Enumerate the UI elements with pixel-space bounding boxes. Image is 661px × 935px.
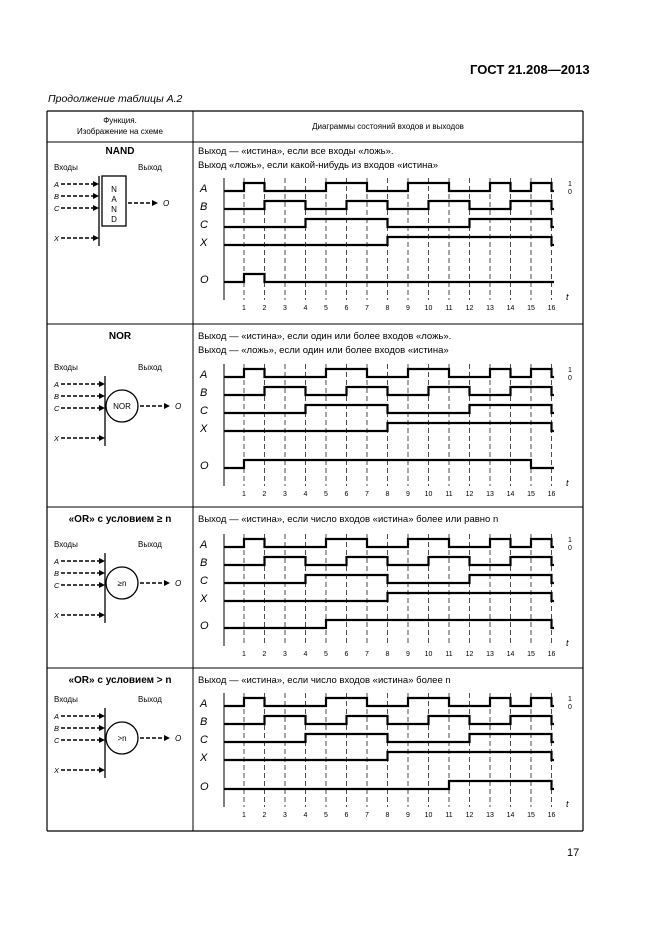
tick-label: 8 <box>385 812 390 819</box>
waveform-A <box>224 698 554 706</box>
tick-label: 7 <box>365 651 369 658</box>
tick-label: 3 <box>283 812 287 819</box>
arrow-head <box>99 737 105 743</box>
arrow-head <box>99 725 105 731</box>
tick-label: 3 <box>283 651 287 658</box>
signal-label: O <box>200 620 209 632</box>
symbol-nor <box>50 358 190 450</box>
timing-diagram-or-gt-n <box>194 691 583 827</box>
tick-label: 12 <box>465 812 474 819</box>
gate-label: N <box>111 205 117 214</box>
signal-label: C <box>200 405 208 417</box>
table-continuation-label: Продолжение таблицы А.2 <box>48 93 183 105</box>
inputs-label: Входы <box>54 363 78 372</box>
inputs-label: Входы <box>54 695 78 704</box>
signal-label: O <box>200 460 209 472</box>
waveform-X <box>224 423 554 431</box>
input-name: A <box>54 380 60 389</box>
tick-label: 10 <box>424 491 433 498</box>
tick-label: 2 <box>262 651 267 658</box>
signal-label: C <box>200 219 208 231</box>
waveform-C <box>224 405 554 413</box>
arrow-head <box>99 612 105 618</box>
signal-label: B <box>200 201 208 213</box>
row-caption-or-gt-n: Выход — «истина», если число входов «истина» более n <box>198 675 451 686</box>
signal-label: C <box>200 734 208 746</box>
tick-label: 2 <box>262 305 267 312</box>
input-name: B <box>54 724 60 733</box>
arrow-head <box>93 181 99 187</box>
waveform-A <box>224 369 554 377</box>
tick-label: 7 <box>365 305 369 312</box>
signal-label: B <box>200 716 208 728</box>
time-axis-label: t <box>566 799 569 809</box>
tick-label: 16 <box>547 491 556 498</box>
tick-label: 9 <box>406 491 410 498</box>
arrow-head <box>99 558 105 564</box>
input-name: X <box>54 766 60 775</box>
row-caption-or-ge-n: Выход — «истина», если число входов «истина» более или равно n <box>198 514 499 525</box>
tick-label: 6 <box>344 812 349 819</box>
level-low-label: 0 <box>568 704 572 711</box>
tick-label: 4 <box>303 812 308 819</box>
waveform-X <box>224 752 554 760</box>
tick-label: 2 <box>262 812 267 819</box>
tick-label: 15 <box>527 812 535 819</box>
gate-label: NOR <box>113 402 131 411</box>
waveform-A <box>224 183 554 191</box>
output-name: O <box>163 199 170 208</box>
tick-label: 5 <box>324 651 328 658</box>
tick-label: 13 <box>486 651 494 658</box>
inputs-label: Входы <box>54 163 78 172</box>
tick-label: 10 <box>424 651 433 658</box>
time-axis-label: t <box>566 638 569 648</box>
arrow-head <box>93 205 99 211</box>
output-label: Выход <box>138 695 162 704</box>
input-name: C <box>54 204 60 213</box>
tick-label: 6 <box>344 491 349 498</box>
tick-label: 16 <box>547 305 556 312</box>
gate-label: A <box>111 195 117 204</box>
arrow-head <box>164 580 170 586</box>
tick-label: 13 <box>486 812 494 819</box>
signal-label: A <box>200 539 208 551</box>
function-title-nand: NAND <box>105 146 135 157</box>
signal-label: B <box>200 557 208 569</box>
tick-label: 14 <box>506 812 515 819</box>
level-high-label: 1 <box>568 537 572 544</box>
input-name: B <box>54 192 60 201</box>
output-label: Выход <box>138 363 162 372</box>
tick-label: 10 <box>424 305 433 312</box>
tick-label: 2 <box>262 491 267 498</box>
tick-label: 15 <box>527 305 535 312</box>
arrow-head <box>99 405 105 411</box>
row-caption-nand: Выход — «истина», если все входы «ложь». Выход «ложь», если какой-нибудь из входов «истина» <box>198 146 438 171</box>
tick-label: 8 <box>385 491 390 498</box>
waveform-O <box>224 620 554 628</box>
signal-label: X <box>200 752 208 764</box>
signal-label: O <box>200 781 209 793</box>
waveform-X <box>224 593 554 601</box>
tick-label: 6 <box>344 305 349 312</box>
tick-label: 10 <box>424 812 433 819</box>
waveform-B <box>224 557 554 565</box>
tick-label: 9 <box>406 812 410 819</box>
waveform-B <box>224 716 554 724</box>
output-name: O <box>175 402 182 411</box>
tick-label: 15 <box>527 491 535 498</box>
signal-label: X <box>200 237 208 249</box>
output-label: Выход <box>138 163 162 172</box>
level-low-label: 0 <box>568 545 572 552</box>
time-axis-label: t <box>566 292 569 302</box>
tick-label: 8 <box>385 305 390 312</box>
gate-label: >n <box>117 734 127 743</box>
signal-label: A <box>200 183 208 195</box>
tick-label: 13 <box>486 305 494 312</box>
output-label: Выход <box>138 540 162 549</box>
tick-label: 9 <box>406 305 410 312</box>
function-title-or-gt-n: «OR» с условием > n <box>68 675 172 686</box>
tick-label: 4 <box>303 651 308 658</box>
waveform-A <box>224 539 554 547</box>
tick-label: 13 <box>486 491 494 498</box>
tick-label: 14 <box>506 305 515 312</box>
timing-diagram-or-ge-n <box>194 532 583 666</box>
row-caption-nor: Выход — «истина», если один или более входов «ложь». Выход — «ложь», если один или более входов «истина» <box>198 331 452 356</box>
tick-label: 14 <box>506 491 515 498</box>
input-name: B <box>54 392 60 401</box>
tick-label: 5 <box>324 812 328 819</box>
arrow-head <box>99 582 105 588</box>
tick-label: 11 <box>445 305 453 312</box>
signal-label: X <box>200 593 208 605</box>
input-name: B <box>54 569 60 578</box>
tick-label: 15 <box>527 651 535 658</box>
arrow-head <box>164 403 170 409</box>
waveform-C <box>224 219 554 227</box>
tick-label: 3 <box>283 491 287 498</box>
arrow-head <box>99 393 105 399</box>
signal-label: X <box>200 423 208 435</box>
tick-label: 8 <box>385 651 390 658</box>
input-name: X <box>54 611 60 620</box>
arrow-head <box>99 435 105 441</box>
signal-label: C <box>200 575 208 587</box>
column-header-function: Функция. Изображение на схеме <box>76 116 163 136</box>
input-name: C <box>54 736 60 745</box>
signal-label: B <box>200 387 208 399</box>
timing-diagram-nor <box>194 362 583 506</box>
inputs-label: Входы <box>54 540 78 549</box>
tick-label: 7 <box>365 812 369 819</box>
tick-label: 1 <box>242 812 246 819</box>
tick-label: 3 <box>283 305 287 312</box>
waveform-O <box>224 460 554 468</box>
tick-label: 11 <box>445 812 453 819</box>
tick-label: 5 <box>324 305 328 312</box>
output-name: O <box>175 579 182 588</box>
input-name: C <box>54 581 60 590</box>
tick-label: 14 <box>506 651 515 658</box>
input-name: X <box>54 234 60 243</box>
level-low-label: 0 <box>568 375 572 382</box>
input-name: A <box>54 180 60 189</box>
gate-label: D <box>111 215 117 224</box>
level-high-label: 1 <box>568 696 572 703</box>
waveform-X <box>224 237 554 245</box>
tick-label: 12 <box>465 491 474 498</box>
function-title-nor: NOR <box>108 331 132 342</box>
tick-label: 7 <box>365 491 369 498</box>
tick-label: 4 <box>303 491 308 498</box>
timing-diagram-nand <box>194 176 583 320</box>
arrow-head <box>93 193 99 199</box>
tick-label: 11 <box>445 651 453 658</box>
signal-label: A <box>200 369 208 381</box>
gate-label: ≥n <box>117 579 127 588</box>
arrow-head <box>164 735 170 741</box>
tick-label: 6 <box>344 651 349 658</box>
waveform-C <box>224 734 554 742</box>
level-low-label: 0 <box>568 189 572 196</box>
waveform-B <box>224 387 554 395</box>
symbol-nand <box>50 158 190 250</box>
symbol-or-gt-n <box>50 690 190 782</box>
output-name: O <box>175 734 182 743</box>
signal-label: O <box>200 274 209 286</box>
waveform-C <box>224 575 554 583</box>
arrow-head <box>152 200 158 206</box>
arrow-head <box>99 570 105 576</box>
waveform-B <box>224 201 554 209</box>
tick-label: 5 <box>324 491 328 498</box>
tick-label: 16 <box>547 651 556 658</box>
tick-label: 1 <box>242 491 246 498</box>
symbol-or-ge-n <box>50 535 190 627</box>
arrow-head <box>93 235 99 241</box>
tick-label: 16 <box>547 812 556 819</box>
arrow-head <box>99 767 105 773</box>
document-code: ГОСТ 21.208—2013 <box>470 62 590 77</box>
tick-label: 4 <box>303 305 308 312</box>
tick-label: 1 <box>242 651 246 658</box>
page-number: 17 <box>567 847 580 859</box>
function-title-or-ge-n: «OR» с условием ≥ n <box>68 514 172 525</box>
input-name: A <box>54 557 60 566</box>
input-name: A <box>54 712 60 721</box>
arrow-head <box>99 713 105 719</box>
tick-label: 1 <box>242 305 246 312</box>
tick-label: 12 <box>465 305 474 312</box>
level-high-label: 1 <box>568 181 572 188</box>
tick-label: 11 <box>445 491 453 498</box>
arrow-head <box>99 381 105 387</box>
tick-label: 12 <box>465 651 474 658</box>
time-axis-label: t <box>566 478 569 488</box>
column-header-diagrams: Диаграммы состояний входов и выходов <box>312 122 464 131</box>
waveform-O <box>224 781 554 789</box>
tick-label: 9 <box>406 651 410 658</box>
input-name: X <box>54 434 60 443</box>
waveform-O <box>224 274 554 282</box>
gate-label: N <box>111 185 117 194</box>
signal-label: A <box>200 698 208 710</box>
input-name: C <box>54 404 60 413</box>
level-high-label: 1 <box>568 367 572 374</box>
